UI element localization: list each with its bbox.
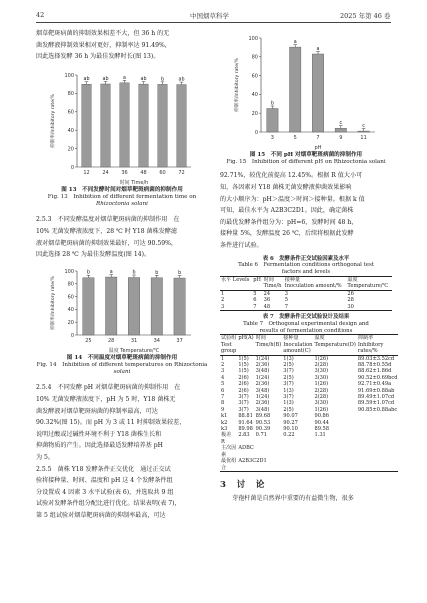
table7-cell: 3(48) — [255, 406, 270, 413]
table6-cell: 26 — [347, 290, 354, 297]
para-line-1: 92.71%，较优化前提高 12.45%。根据 R 值大小可 — [220, 172, 363, 180]
s254-line-6: 抑菌物质的产生。因此选择最适发酵培养基 pH — [36, 442, 163, 450]
table7-cell: 1.31 — [314, 432, 326, 439]
table6-cell: 3 — [221, 303, 225, 310]
significance-label: c — [339, 121, 343, 127]
table7-cell: 90.27 — [283, 419, 298, 426]
significance-label: ab — [83, 76, 90, 82]
table7-cell: 8 — [221, 400, 225, 407]
x-tick-label: 36 — [121, 169, 128, 176]
t7-h3a: 接种量 — [283, 335, 299, 342]
t7-h2a: 时间 — [255, 335, 266, 342]
para-line-5: 的最优发酵条件组分为：pH=6，发酵时间 48 h， — [220, 218, 358, 226]
table7-cell: 4 — [221, 374, 225, 381]
table7-cell: k1 — [221, 413, 228, 420]
t6-h2b: Time/h — [263, 283, 282, 290]
table7-cell: 2(5) — [283, 406, 294, 413]
bar — [290, 47, 301, 132]
table6-cell: 48 — [263, 303, 271, 310]
table7-k-row — [220, 432, 398, 445]
table7-cell: 88.81 — [238, 413, 253, 420]
fig13-chart — [47, 67, 197, 187]
x-tick-label: 37 — [176, 337, 183, 344]
table7-cell: 7 — [221, 394, 225, 401]
table7-cell: 89.59±1.07cd — [357, 400, 395, 407]
table6-cell: 24 — [263, 290, 271, 297]
t7-h4b: Temperature(D) — [314, 341, 356, 348]
x-axis-label: pH — [314, 145, 322, 151]
x-tick-label: 11 — [360, 135, 367, 141]
table7-cell: 1(24) — [255, 355, 270, 362]
table7-cell: 90.52±0.69bcd — [357, 374, 398, 381]
s253-line-1: 2.5.3 不同发酵温度对烟草靶斑病菌的抑制作用 在 — [36, 216, 180, 224]
x-axis-label: 时间 Time/h — [119, 179, 149, 186]
x-tick-label: 3 — [270, 135, 274, 141]
t6-h0: 水平 Levels — [221, 276, 250, 283]
y-tick-label: 100 — [248, 35, 258, 42]
bar — [83, 277, 94, 334]
table6-title-zh: 表 6 发酵条件正交试验因素及水平 — [262, 255, 350, 262]
y-tick-label: 80 — [251, 54, 258, 61]
table7-cell: 1(3) — [283, 400, 294, 407]
y-tick-label: 0 — [70, 332, 74, 339]
table7-cell: 1(26) — [314, 355, 329, 362]
s254-line-7: 为 5。 — [36, 453, 55, 461]
x-tick-label: 25 — [85, 337, 92, 344]
table7-cell — [357, 432, 399, 445]
section-3-title: 3 讨 论 — [220, 479, 266, 490]
table7-cell: 1(24) — [255, 374, 270, 381]
table6-cell: 30 — [347, 303, 354, 310]
x-tick-label: 9 — [339, 135, 343, 141]
y-tick-label: 20 — [67, 319, 74, 326]
table7-cell: 2(6) — [238, 387, 249, 394]
table6-cell: 1 — [221, 290, 225, 297]
x-tick-label: 24 — [102, 169, 109, 176]
header-rule — [36, 22, 391, 23]
fig14-caption-en-1: Fig. 14 Inhibition of different temperatures on Rhizoctonia — [36, 361, 208, 368]
journal-name: 中国烟草科学 — [190, 12, 229, 20]
table7-cell: 3(48) — [255, 387, 270, 394]
s254-line-2: 10% 无菌发酵液浓度下，pH 为 5 时，Y18 菌株无 — [36, 395, 176, 403]
table6-cell: 36 — [263, 297, 271, 304]
y-axis-label: 抑制率/Inhibitory rate/% — [51, 93, 56, 148]
table6-cell: 2 — [221, 297, 225, 304]
table7-cell: 3(30) — [314, 368, 329, 375]
table6-title-en-2: factors and levels — [281, 269, 331, 276]
bar — [358, 131, 369, 132]
table6-cell: 7 — [253, 303, 257, 310]
table7-cell: 90.39 — [255, 426, 271, 433]
table7-cell: 2.83 — [238, 432, 250, 439]
significance-label: a — [123, 75, 126, 81]
table7-cell: 2(36) — [255, 362, 270, 368]
y-tick-label: 60 — [67, 109, 74, 116]
table7-cell: 3(7) — [238, 394, 249, 401]
figure-14 — [47, 263, 197, 355]
table7-cell: 89.58 — [314, 426, 330, 433]
y-tick-label: 60 — [67, 294, 74, 301]
table6-row — [220, 304, 392, 311]
right-column — [220, 28, 398, 505]
para-line-4: 可知，最佳水平为 A2B3C2D1。因此，确定菌株 — [220, 207, 354, 215]
table7-cell: 92.71±0.49a — [357, 381, 392, 388]
s255-line-3: 分设置成 4 因素 3 水平试验(表 6)，并选取共 9 组 — [36, 488, 174, 496]
s254-line-3: 菌发酵液对烟草靶斑病菌的抑制率最高，可达 — [36, 407, 158, 415]
t6-h1: pH — [253, 276, 261, 283]
table7-cell: 90.44 — [314, 419, 330, 426]
table7-cell: 1(5) — [238, 368, 249, 375]
y-tick-label: 40 — [251, 92, 258, 99]
fig14-chart — [47, 263, 197, 355]
y-axis-label: 抑制率/Inhibitory rate/% — [51, 275, 56, 330]
intro-line-3: 因此选择发酵 36 h 为最佳发酵时长(图 13)。 — [36, 53, 160, 61]
bar — [151, 278, 162, 335]
issue-info: 2025 年第 46 卷 — [340, 12, 391, 20]
table7-cell: 1 — [221, 355, 225, 362]
t6-h2a: 时间 — [263, 276, 274, 283]
fig13-caption-en-1: Fig. 13 Inhibition of different fermentation time on — [47, 193, 197, 200]
figure-13 — [47, 67, 197, 187]
table7-title-en-1: Table 7 Orthogonal experimental design and — [243, 320, 369, 327]
t7-primary-value: ADBC — [238, 445, 254, 452]
table7-cell: 2(28) — [314, 394, 329, 401]
table7-body — [220, 355, 398, 445]
y-tick-label: 60 — [251, 73, 258, 80]
table7-cell: 88.62±1.86d — [357, 368, 392, 375]
bar — [267, 109, 278, 133]
significance-label: b — [160, 77, 165, 83]
bar — [312, 54, 323, 132]
table7-best-row — [220, 458, 398, 471]
table6 — [220, 276, 392, 311]
table7-cell: 3(7) — [283, 394, 294, 401]
table7-cell: 89.98 — [238, 426, 253, 433]
t7-h1: pH(A) — [238, 335, 254, 342]
table7-cell: 极差 R — [221, 432, 232, 445]
table7-cell: 3(7) — [283, 381, 294, 388]
fig13-caption-en-2: Rhizoctonia solani — [96, 201, 148, 208]
table7-cell: 88.78±0.55d — [357, 362, 392, 368]
table7-cell: 2(36) — [255, 400, 270, 407]
x-tick-label: 12 — [83, 169, 90, 176]
significance-label: a — [109, 269, 113, 275]
s255-line-1: 2.5.5 菌株 Y18 发酵条件正交优化 通过正交试 — [36, 465, 171, 473]
bar — [120, 83, 130, 167]
t6-h3a: 接种量 — [284, 276, 301, 283]
table7-cell: 3(30) — [314, 400, 329, 407]
significance-label: b — [270, 101, 274, 107]
x-tick-label: 48 — [140, 169, 147, 176]
fig13-caption-zh: 图 13 不同发酵时间对烟草靶斑病菌的抑制作用 — [61, 186, 183, 193]
table7-cell: 1(5) — [238, 362, 249, 368]
x-tick-label: 28 — [108, 337, 115, 344]
significance-label: ab — [178, 77, 185, 83]
intro-line-1: 烟草靶斑病菌的抑制效果相差不大，但 36 h 的无 — [36, 30, 170, 37]
table7-cell: 89.03±3.52cd — [357, 355, 395, 362]
table7-cell: 0.22 — [283, 432, 295, 439]
table7-cell: 90.85±0.88abc — [357, 406, 398, 413]
table7-cell: 3(7) — [238, 406, 249, 413]
s254-line-1: 2.5.4 不同发酵 pH 对烟草靶斑病菌的抑制作用 在 — [36, 384, 181, 392]
y-tick-label: 40 — [67, 127, 74, 134]
x-tick-label: 31 — [130, 337, 138, 344]
table7-title-zh: 表 7 发酵条件正交试验设计及结果 — [262, 313, 350, 320]
s254-line-4: 90.32%(图 15)。而 pH 为 3 或 11 时抑制效果较差， — [36, 419, 186, 427]
table7-cell: 3(48) — [255, 368, 270, 375]
table7-cell: 2(6) — [238, 374, 249, 381]
table6-cell: 28 — [347, 297, 354, 304]
table7-header — [220, 335, 398, 355]
significance-label: b — [86, 270, 90, 276]
table6-cell: 6 — [253, 297, 257, 304]
table7-cell: 2(6) — [238, 381, 249, 388]
left-column — [36, 28, 208, 522]
t6-h3b: Inoculation amount/% — [284, 283, 342, 290]
significance-label: b — [155, 270, 159, 276]
figure-15 — [231, 30, 381, 152]
s254-line-5: 说明过酸或过碱性环境不利于 Y18 菌株生长和 — [36, 430, 162, 438]
table7-primary-row — [220, 445, 398, 458]
fig15-caption-en: Fig. 15 Inhibition of different pH on Rhizoctonia solani — [226, 159, 386, 166]
table6-cell: 7 — [284, 303, 288, 310]
fig14-caption-zh: 图 14 不同温度对烟草靶斑病菌的抑制作用 — [66, 354, 178, 361]
x-tick-label: 72 — [178, 169, 185, 176]
bar — [82, 84, 92, 167]
s255-line-5: 第 5 组试验对烟草靶斑病菌的抑制率最高，可达 — [36, 511, 166, 519]
t7-h5a: 抑制率 — [357, 335, 374, 342]
t7-h2b: Time/h(B) — [255, 341, 282, 348]
table7-cell: 91.64 — [238, 419, 253, 426]
x-tick-label: 7 — [316, 135, 320, 141]
t7-h0a: 试验组 — [221, 335, 237, 342]
s253-line-4: 因此选择 28 ℃ 为最佳发酵温度(图 14)。 — [36, 251, 151, 259]
significance-label: ab — [102, 76, 109, 82]
table7-cell: 2(28) — [314, 362, 329, 368]
table6-title-en-1: Table 6 Fermentation conditions orthogonal test — [238, 262, 374, 269]
s253-line-2: 10% 无菌发酵液浓度下，28 ℃ 时 Y18 菌株发酵滤 — [36, 227, 177, 235]
table6-row — [220, 290, 392, 297]
s255-line-2: 验将接种量、时间、温度和 pH 这 4 个发酵条件组 — [36, 477, 173, 485]
table7-cell: 1(3) — [283, 355, 294, 362]
table7-cell: 1(26) — [314, 406, 329, 413]
table7-cell: 1(26) — [314, 381, 329, 388]
table7-cell: 1(3) — [283, 387, 294, 394]
bar — [106, 277, 117, 335]
fig15-chart — [231, 30, 381, 152]
y-tick-label: 80 — [67, 281, 74, 288]
table7 — [220, 334, 398, 472]
x-tick-label: 5 — [293, 135, 297, 141]
para-line-2: 知，各因素对 Y18 菌株无菌发酵液抑菌效果影响 — [220, 184, 352, 191]
table7-cell: k2 — [221, 419, 228, 426]
table7-cell: 2(5) — [283, 374, 294, 381]
table7-cell: 3 — [221, 368, 225, 375]
significance-label: a — [316, 46, 320, 52]
t7-h3b: Inoculation amount(C) — [283, 341, 313, 355]
significance-label: a — [293, 40, 297, 46]
table7-cell: 2 — [221, 362, 225, 368]
table7-cell: 90.53 — [255, 419, 271, 426]
table7-cell: 1(24) — [255, 394, 270, 401]
t6-h4a: 温度 — [347, 276, 358, 283]
bar — [128, 277, 139, 334]
bar — [335, 128, 346, 132]
bar — [177, 84, 187, 166]
y-axis-label: 抑制率/Inhibitory rate/% — [235, 58, 240, 112]
table7-row — [220, 355, 398, 362]
table7-cell: 0.71 — [255, 432, 268, 439]
table7-cell: 6 — [221, 387, 225, 394]
table6-cell: 3 — [284, 290, 288, 297]
y-tick-label: 0 — [70, 164, 74, 171]
intro-line-2: 菌发酵液抑制效果相对更好，抑制率达 91.49%， — [36, 41, 171, 49]
x-tick-label: 34 — [153, 337, 160, 344]
table7-cell: 9 — [221, 406, 225, 413]
para-line-7: 条件进行试验。 — [220, 241, 263, 249]
table7-cell: 90.86 — [314, 413, 330, 420]
s253-line-3: 液对烟草靶斑病菌的抑制效果最好，可达 90.59%， — [36, 239, 177, 247]
t7-h0b: Test group — [221, 341, 237, 355]
table7-cell: k3 — [221, 426, 228, 433]
page-number: 42 — [36, 11, 45, 19]
table7-cell: 90.10 — [283, 426, 298, 433]
y-tick-label: 80 — [67, 90, 74, 97]
bar — [139, 84, 149, 167]
table7-title-en-2: results of fermentation conditions — [259, 327, 353, 334]
bar — [101, 84, 111, 167]
significance-label: b — [132, 270, 136, 276]
significance-label: ab — [140, 76, 147, 82]
t7-best-label: 最优组合 — [221, 458, 237, 471]
fig14-caption-en-2: solani — [113, 369, 131, 376]
y-tick-label: 20 — [251, 111, 258, 117]
bar — [158, 84, 168, 167]
t7-primary-label: 主次因素 — [221, 445, 237, 458]
t7-best-value: A2B3C2D1 — [238, 458, 267, 465]
discussion-line-1: 芽孢杆菌是自然界中重要的有益微生物，很多 — [232, 494, 354, 502]
significance-label: b — [178, 270, 182, 276]
t6-h4b: Temperature/℃ — [347, 283, 389, 290]
fig15-caption-zh: 图 15 不同 pH 对烟草靶斑病菌的抑制作用 — [249, 152, 363, 158]
bar — [174, 278, 185, 335]
para-line-3: 的大小顺序为：pH＞温度＞时间＞接种量。根据 k 值 — [220, 195, 365, 203]
table7-cell: 90.07 — [283, 413, 298, 420]
table6-header — [220, 276, 392, 290]
y-tick-label: 100 — [64, 72, 74, 79]
table7-cell: 2(36) — [255, 381, 270, 388]
table6-cell: 5 — [253, 290, 257, 297]
y-tick-label: 20 — [67, 146, 74, 153]
table7-cell: 3(7) — [238, 400, 249, 407]
table7-cell: 89.68 — [255, 413, 271, 420]
table7-cell: 91.69±0.88ab — [357, 387, 395, 394]
x-axis-label: 温度 Temperature/℃ — [108, 347, 160, 354]
x-tick-label: 60 — [159, 169, 166, 176]
table6-body — [220, 290, 392, 310]
table7-cell: 3(30) — [314, 374, 329, 381]
table7-cell: 5 — [221, 381, 225, 388]
para-line-6: 接种量 5%，发酵温度 26 ℃，后续将根据此发酵 — [220, 230, 354, 238]
t7-h4a: 温度 — [314, 335, 325, 342]
s255-line-4: 试验对发酵条件组分配比进行优化。结果表明(表 7)， — [36, 500, 181, 508]
table7-cell: 3(7) — [283, 368, 294, 375]
table7-cell: 89.49±1.07cd — [357, 394, 395, 401]
table6-cell: 5 — [284, 297, 288, 304]
table7-cell: 2(28) — [314, 387, 329, 394]
y-tick-label: 100 — [64, 268, 74, 275]
significance-label: c — [362, 124, 365, 130]
t7-h5b: Inhibitory rates/% — [357, 341, 384, 355]
y-tick-label: 40 — [67, 306, 74, 313]
table7-cell: 1(5) — [238, 355, 249, 362]
table7-cell: 2(5) — [283, 362, 294, 368]
y-tick-label: 0 — [254, 129, 258, 136]
